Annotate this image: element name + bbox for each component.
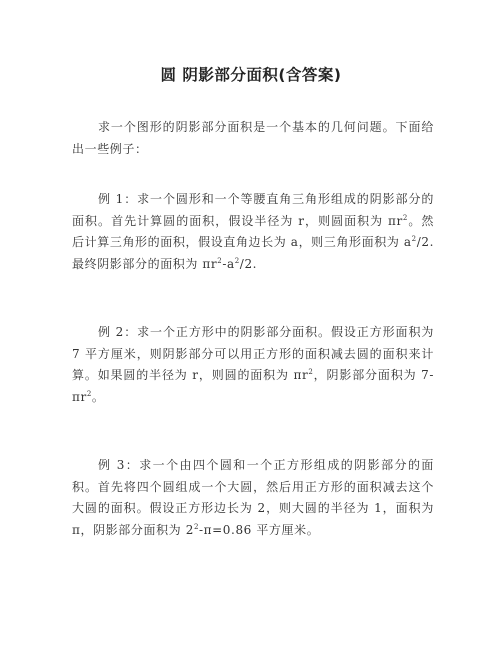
superscript: 2 xyxy=(402,213,408,222)
superscript: 2 xyxy=(217,256,223,265)
example-1-text-2: 。然后计算三角形的面积，假设直角边长为 a，则三角形面积为 a xyxy=(72,213,434,249)
example-1-text-1: 例 1：求一个圆形和一个等腰直角三角形组成的阴影部分的面积。首先计算圆的面积，假设半径为 r，则圆面积为 πr xyxy=(72,192,434,228)
example-2-text-3: 。 xyxy=(91,389,105,404)
superscript: 2 xyxy=(234,256,240,265)
example-1-paragraph xyxy=(72,189,434,275)
superscript: 2 xyxy=(411,235,417,243)
example-3-text-1: 例 3：求一个由四个圆和一个正方形组成的阴影部分的面积。首先将四个圆组成一个大圆，然后用正方形的面积减去这个大圆的面积。假设正方形边长为 2，则大圆的半径为 1，面积为 π，阴影部分面积为 2 xyxy=(72,458,434,537)
example-3-text-2: -π=0.86 平方厘米。 xyxy=(199,522,320,537)
intro-paragraph: 求一个图形的阴影部分面积是一个基本的几何问题。下面给出一些例子： xyxy=(72,120,434,156)
superscript: 2 xyxy=(86,389,92,398)
example-1-text-5: /2. xyxy=(239,256,258,271)
superscript: 2 xyxy=(193,522,199,531)
page-title: 圆 阴影部分面积(含答案) xyxy=(160,66,342,84)
example-3-paragraph xyxy=(72,455,434,541)
example-1-text-4: -a xyxy=(222,256,235,271)
superscript: 2 xyxy=(308,368,314,376)
example-2-text-1: 例 2：求一个正方形中的阴影部分面积。假设正方形面积为 7 平方厘米，则阴影部分可以用正方形的面积减去圆的面积来计算。如果圆的半径为 r，则圆的面积为 πr xyxy=(72,325,434,382)
example-2-paragraph xyxy=(72,322,434,408)
example-1-text-3: /2.最终阴影部分的面积为 πr xyxy=(72,235,434,271)
example-2-text-2: ，阴影部分面积为 7-πr xyxy=(72,368,435,404)
